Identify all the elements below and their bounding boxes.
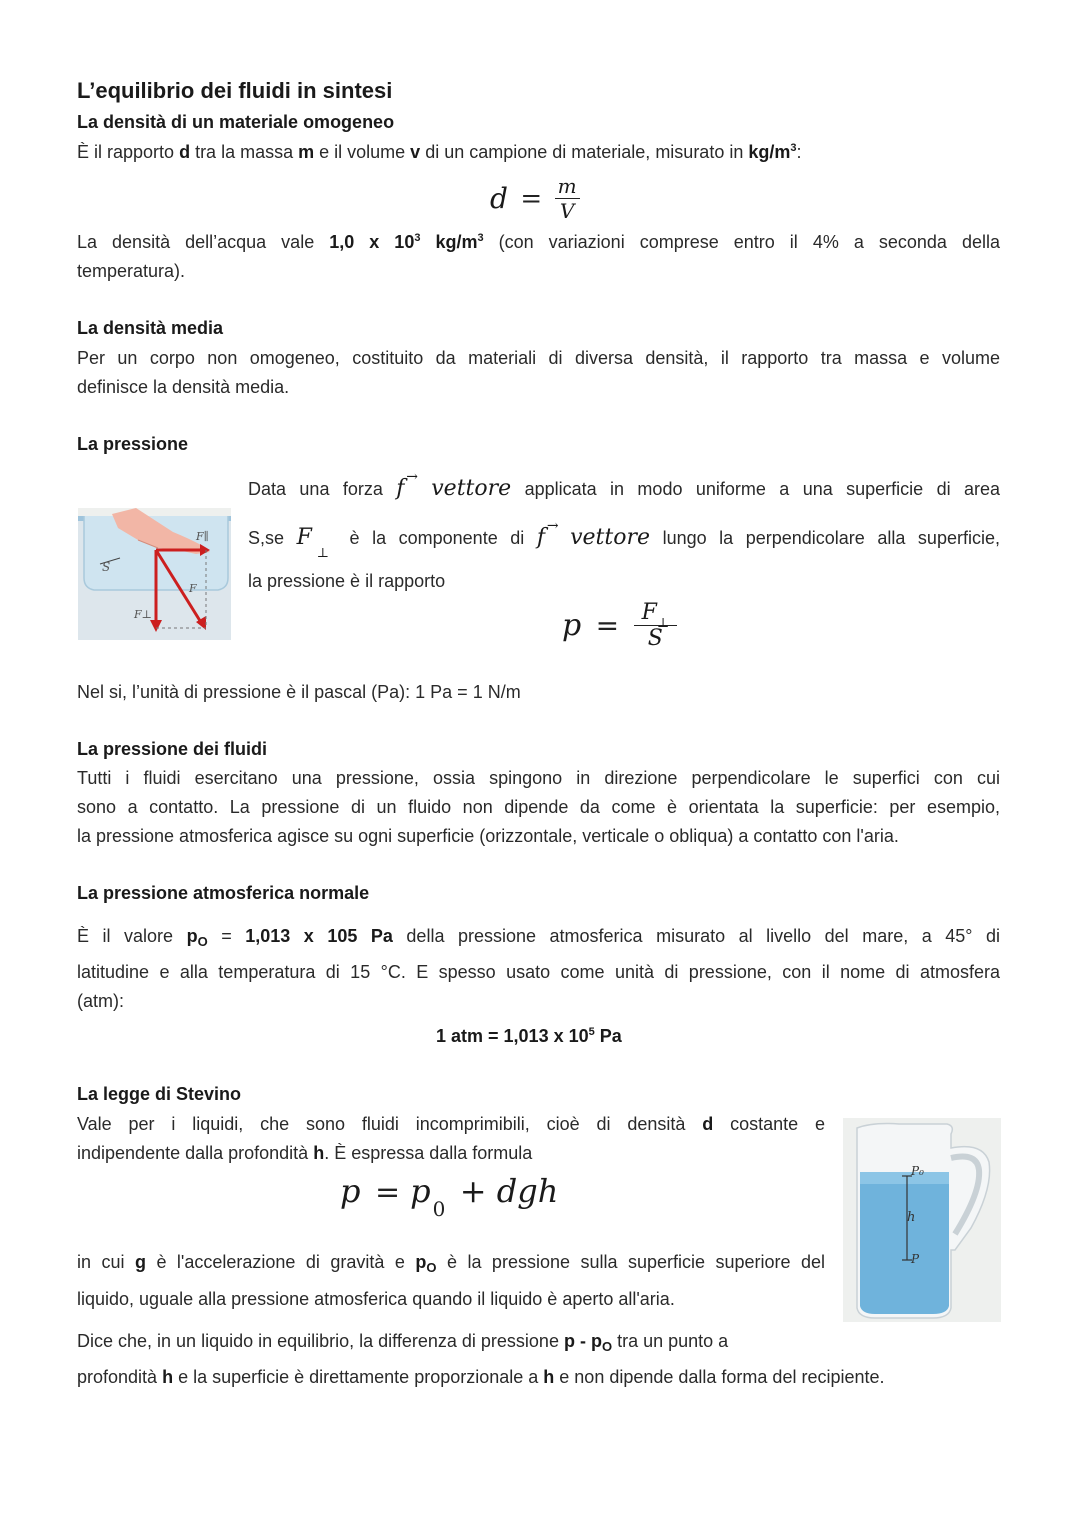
mean-density-heading: La densità media xyxy=(77,318,224,338)
pitcher-figure xyxy=(843,1118,1001,1322)
label-f-par: F∥ xyxy=(196,530,209,543)
mean-density-line2: definisce la densità media. xyxy=(77,377,290,397)
pressure-line2: S,se F ⊥ è la componente di f → vettore lungo la perpendicolare alla superficie, xyxy=(248,518,1000,561)
density-definition: È il rapporto d tra la massa m e il volume v di un campione di materiale, misurato in $kg/m^3$: xyxy=(77,142,802,162)
mean-density-line1: Per un corpo non omogeneo, costituito da materiali di diversa densità, il rapporto tra massa e volume xyxy=(77,348,1000,368)
fluid-pressure-heading: La pressione dei fluidi xyxy=(77,739,268,759)
pitcher-illustration xyxy=(843,1118,1001,1322)
atm-formula: 1 atm = 1,013 x $10^5$ Pa xyxy=(436,1026,622,1046)
pressure-line1: Data una forza f → vettore applicata in modo uniforme a una superficie di area xyxy=(248,469,1001,501)
hand-force-illustration xyxy=(78,508,231,640)
atm-pressure-line2: latitudine e alla temperatura di 15 °C. E spesso usato come unità di pressione, con il nome di atmosfera xyxy=(77,962,1000,982)
stevino-line3: in cui g è l'accelerazione di gravità e $p_O$ è la pressione sulla superficie superiore del xyxy=(77,1252,825,1275)
stevino-line5: Dice che, in un liquido in equilibrio, la differenza di pressione p - $p_O$ tra un punto a xyxy=(77,1331,729,1354)
label-f: F xyxy=(189,582,197,595)
stevino-formula: p = p 0 + dgh xyxy=(340,1172,559,1221)
page-title: L’equilibrio dei fluidi in sintesi xyxy=(77,78,393,103)
fluid-pressure-line2: sono a contatto. La pressione di un fluido non dipende da come è orientata la superficie: per esempio, xyxy=(77,797,1000,817)
pascal-unit-line: Nel si, l’unità di pressione è il pascal (Pa): 1 Pa = 1 N/m xyxy=(77,682,521,702)
fluid-pressure-line1: Tutti i fluidi esercitano una pressione, ossia spingono in direzione perpendicolare le superfici con cui xyxy=(77,768,1000,788)
pressure-heading: La pressione xyxy=(77,434,189,454)
pressure-line3: la pressione è il rapporto xyxy=(248,571,446,591)
label-h: h xyxy=(907,1210,916,1225)
atm-pressure-heading: La pressione atmosferica normale xyxy=(77,883,370,903)
label-f-perp: F⊥ xyxy=(134,608,152,621)
atm-pressure-line1: È il valore $p_O = 1,013$ x 105 Pa della pressione atmosferica misurato al livello del mare, a 45° di xyxy=(77,926,1000,949)
fluid-pressure-line3: la pressione atmosferica agisce su ogni superficie (orizzontale, verticale o obliqua) a contatto con l'aria. xyxy=(77,826,899,846)
label-p: P xyxy=(911,1252,920,1266)
label-s: S xyxy=(102,560,111,574)
density-formula: d = $\frac{m}{V}$ xyxy=(490,174,580,223)
density-heading: La densità di un materiale omogeneo xyxy=(77,112,395,132)
stevino-line6: profondità h e la superficie è direttamente proporzionale a h e non dipende dalla forma del recipiente. xyxy=(77,1367,885,1387)
stevino-heading: La legge di Stevino xyxy=(77,1084,242,1104)
stevino-line4: liquido, uguale alla pressione atmosferica quando il liquido è aperto all'aria. xyxy=(77,1289,675,1309)
pressure-figure xyxy=(78,508,231,640)
pressure-formula: p = $\frac{F_\perp}{S}$ xyxy=(562,600,677,651)
stevino-line1: Vale per i liquidi, che sono fluidi incomprimibili, cioè di densità d costante e xyxy=(77,1114,825,1134)
label-p0: P₀ xyxy=(911,1164,924,1178)
water-density-line2: temperatura). xyxy=(77,261,186,281)
water-density-line: La densità dell’acqua vale 1,0 x $10^3$ $kg/m^3$ (con variazioni comprese entro il 4% a seconda della xyxy=(77,232,1000,252)
atm-pressure-line3: (atm): xyxy=(77,991,124,1011)
stevino-line2: indipendente dalla profondità h. È espressa dalla formula xyxy=(77,1143,533,1163)
